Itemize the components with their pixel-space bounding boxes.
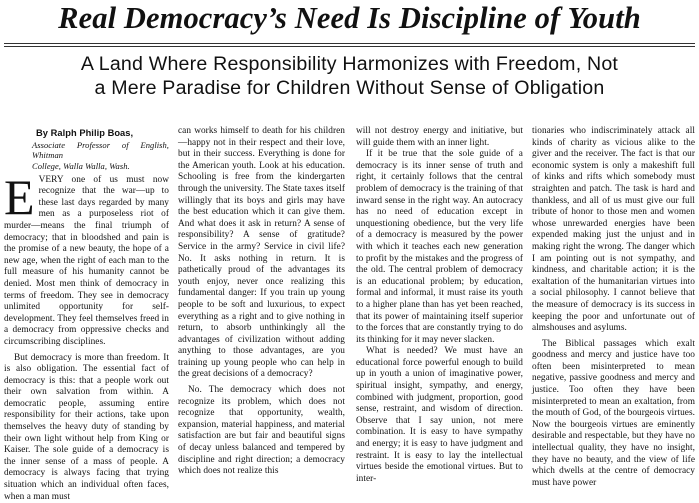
subheadline-line: A Land Where Responsibility Harmonizes with Freedom, Not bbox=[0, 52, 699, 76]
paragraph: No. The democracy which does not recognize its problem, which does not recognize that opportunity, wealth, expansion, material happiness, and material satisfaction are but fair and beautiful signs of decay unless balanced and tempered by discipline and right direction; a democracy which does not realize this bbox=[178, 385, 345, 478]
paragraph: What is needed? We must have an educational force powerful enough to build up in youth a union of imaginative power, spiritual insight, sympathy, and energy, combined with judgment, proportion, good sense, restraint, and wisdom of direction. Observe that I say union, not mere combination. It is easy to have sympathy and energy; it is easy to have judgment and restraint. It is easy to lay the intellectual virtues beside the emotional virtues. But to inter- bbox=[356, 346, 523, 485]
divider-rule bbox=[4, 43, 695, 44]
article-column-2 bbox=[178, 126, 345, 455]
article-column-1 bbox=[4, 126, 169, 455]
headline: Real Democracy’s Need Is Discipline of Youth bbox=[0, 0, 699, 40]
paragraph bbox=[4, 175, 169, 349]
author-affiliation: Associate Professor of English, Whitman bbox=[32, 140, 169, 160]
subheadline bbox=[0, 52, 699, 100]
paragraph-text: VERY one of us must now recognize that the war—up to these last days regarded by many men as a purposeless riot of murder—means the final triumph of democracy; that in bloodshed and pain is the promise of a new beauty, the hope of a new age, when the right of each man to the full measure of his humanity cannot be denied. Most men think of democracy in terms of freedom. They see in democracy unlimited opportunity for self-development. They feel themselves freed in a democracy from oppressive checks and circumscribing disciplines. bbox=[4, 175, 169, 347]
drop-cap: E bbox=[4, 176, 35, 218]
article-column-4 bbox=[532, 126, 695, 455]
author-affiliation: College, Walla Walla, Wash. bbox=[32, 161, 169, 171]
subheadline-line: a Mere Paradise for Children Without Sense of Obligation bbox=[0, 76, 699, 100]
paragraph: The Biblical passages which exalt goodness and mercy and justice have too often been misinterpreted to mean negative, passive goodness and mercy and justice. Too often they have been misinterpreted to mean an exaltation, from the mouth of God, of the bourgeois virtues. Now the bourgeois virtues are eminently desirable and respectable, but they have no intellectual quality, they have no insight, they have no beauty, and the view of life which dwells at the centre of democracy must have power bbox=[532, 339, 695, 490]
byline: By Ralph Philip Boas, bbox=[36, 128, 169, 140]
paragraph: But democracy is more than freedom. It is also obligation. The essential fact of democracy is this: that a people work out their own salvation from within. A democratic people, assuming entire responsibility for their actions, take upon themselves the heavy duty of standing by their own light without help from King or Kaiser. The sole guide of a democracy is the inner sense of a mass of people. A democracy is always facing that trying situation which an individual often faces, when a man must bbox=[4, 353, 169, 503]
paragraph: will not destroy energy and initiative, but will guide them with an inner light. bbox=[356, 126, 523, 149]
paragraph: tionaries who indiscriminately attack all kinds of charity as vicious alike to the giver and the receiver. The fact is that our economic system is only a makeshift full of kinks and rifts which somebody must straighten and patch. The task is hard and thankless, and all of us must give our full tribute of honor to those men and women whose unrewarded energies have been expended making just the unjust and in making right the wrong. The danger which I am pointing out is not sympathy, and kindness, and charitable action; it is the exaltation of the humanitarian virtues into a social philosophy. I cannot believe that the measure of democracy is its success in keeping the poor and unfortunate out of almshouses and asylums. bbox=[532, 126, 695, 335]
divider-rule bbox=[4, 46, 695, 47]
paragraph: If it be true that the sole guide of a democracy is its inner sense of truth and right, it certainly follows that the central problem of democracy is the training of that inward sense in the right way. An autocracy has no need of education except in unquestioning obedience, but the very life of a democracy is measured by the power with which it teaches each new generation to profit by the mistakes and the progress of the old. The central problem of democracy is an educational problem; by education, formal and informal, it must raise its youth to a higher plane than has yet been reached, that its power of maintaining itself superior to the forces that are constantly trying to do its thinking for it may never slacken. bbox=[356, 149, 523, 346]
paragraph: can works himself to death for his children—happy not in their respect and their love, but in their success. Everything is done for the American youth. Look at his education. Schooling is free from the kindergarten through the university. The State taxes itself willingly that its boys and girls may have the best education which it can give them. And what does it ask in return? A sense of responsibility? A sense of gratitude? Service in the army? Service in civil life? No. It asks nothing in return. It is pathetically proud of the advantages its youth enjoy, never once realizing this fundamental danger: If you train up young people to be soft and luxurious, to expect everything as a right and to give nothing in return, to absorb unthinkingly all the advantages of civilization without adding anything to those advantages, are you training up young people who can help in the great decisions of a democracy? bbox=[178, 126, 345, 381]
article-column-3 bbox=[356, 126, 523, 455]
